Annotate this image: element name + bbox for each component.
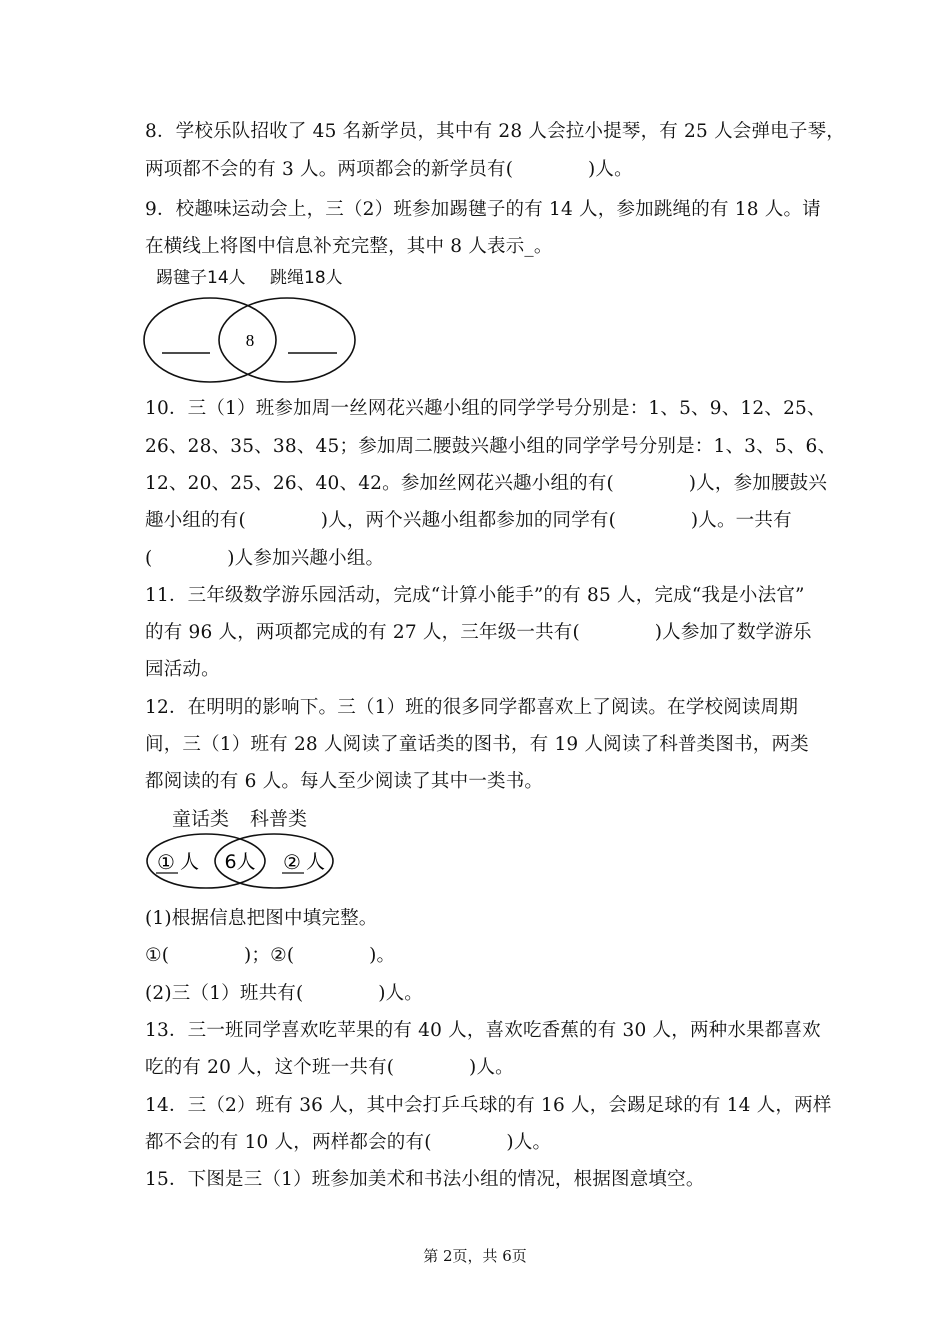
q10-line-3: 12、20、25、26、40、42。参加丝网花兴趣小组的有( )人，参加腰鼓兴 bbox=[145, 473, 828, 494]
q8-line-2: 两项都不会的有 3 人。两项都会的新学员有( )人。 bbox=[145, 159, 633, 180]
page-footer: 第 2页，共 6页 bbox=[423, 1247, 527, 1265]
q10-line-1: 10．三（1）班参加周一丝网花兴趣小组的同学学号分别是：1、5、9、12、25、 bbox=[145, 398, 826, 419]
fig1-center-value: 8 bbox=[245, 331, 255, 350]
q12-part2: (2)三（1）班共有( )人。 bbox=[145, 983, 424, 1004]
fig2-label-left: 童话类 bbox=[172, 808, 230, 830]
q12-line-3: 都阅读的有 6 人。每人至少阅读了其中一类书。 bbox=[145, 771, 544, 792]
q8-line-1: 8．学校乐队招收了 45 名新学员，其中有 28 人会拉小提琴，有 25 人会弹电子琴， bbox=[145, 121, 845, 142]
q13-line-1: 13．三一班同学喜欢吃苹果的有 40 人，喜欢吃香蕉的有 30 人，两种水果都喜欢 bbox=[145, 1020, 821, 1041]
fig2-center-value: 6人 bbox=[224, 851, 256, 873]
q9-line-1: 9．校趣味运动会上，三（2）班参加踢毽子的有 14 人，参加跳绳的有 18 人。请 bbox=[145, 199, 821, 220]
q12-line-1: 12．在明明的影响下。三（1）班的很多同学都喜欢上了阅读。在学校阅读周期 bbox=[145, 697, 799, 718]
q12-part1: (1)根据信息把图中填完整。 bbox=[145, 908, 378, 929]
q13-line-2: 吃的有 20 人，这个班一共有( )人。 bbox=[145, 1057, 514, 1078]
fig1-label-right: 跳绳18人 bbox=[270, 268, 343, 288]
q11-line-3: 园活动。 bbox=[145, 659, 220, 680]
q10-line-5: ( )人参加兴趣小组。 bbox=[145, 548, 385, 569]
fig2-right-mark: ② bbox=[283, 850, 301, 874]
q9-line-2: 在横线上将图中信息补充完整，其中 8 人表示_。 bbox=[145, 236, 553, 257]
fig2-left-unit: 人 bbox=[180, 851, 200, 873]
q10-line-2: 26、28、35、38、45；参加周二腰鼓兴趣小组的同学学号分别是：1、3、5、6、 bbox=[145, 436, 837, 457]
fig2-right-unit: 人 bbox=[306, 851, 326, 873]
q10-line-4: 趣小组的有( )人，两个兴趣小组都参加的同学有( )人。一共有 bbox=[145, 510, 792, 531]
q11-line-1: 11．三年级数学游乐园活动，完成“计算小能手”的有 85 人，完成“我是小法官” bbox=[145, 585, 805, 606]
fig1-venn-diagram bbox=[140, 295, 360, 385]
fig2-venn-diagram bbox=[144, 832, 344, 892]
q15-line-1: 15．下图是三（1）班参加美术和书法小组的情况，根据图意填空。 bbox=[145, 1169, 705, 1190]
fig1-label-left: 踢毽子14人 bbox=[156, 268, 246, 288]
fig1-left-circle bbox=[144, 298, 276, 382]
q12-line-2: 间，三（1）班有 28 人阅读了童话类的图书，有 19 人阅读了科普类图书，两类 bbox=[145, 734, 809, 755]
q14-line-2: 都不会的有 10 人，两样都会的有( )人。 bbox=[145, 1132, 552, 1153]
q14-line-1: 14．三（2）班有 36 人，其中会打乒乓球的有 16 人，会踢足球的有 14 人，两样 bbox=[145, 1095, 832, 1116]
q11-line-2: 的有 96 人，两项都完成的有 27 人，三年级一共有( )人参加了数学游乐 bbox=[145, 622, 812, 643]
fig2-left-mark: ① bbox=[157, 850, 175, 874]
q12-blanks: ①( )；②( )。 bbox=[145, 945, 396, 966]
fig1-right-circle bbox=[219, 298, 355, 382]
fig2-label-right: 科普类 bbox=[250, 808, 308, 830]
